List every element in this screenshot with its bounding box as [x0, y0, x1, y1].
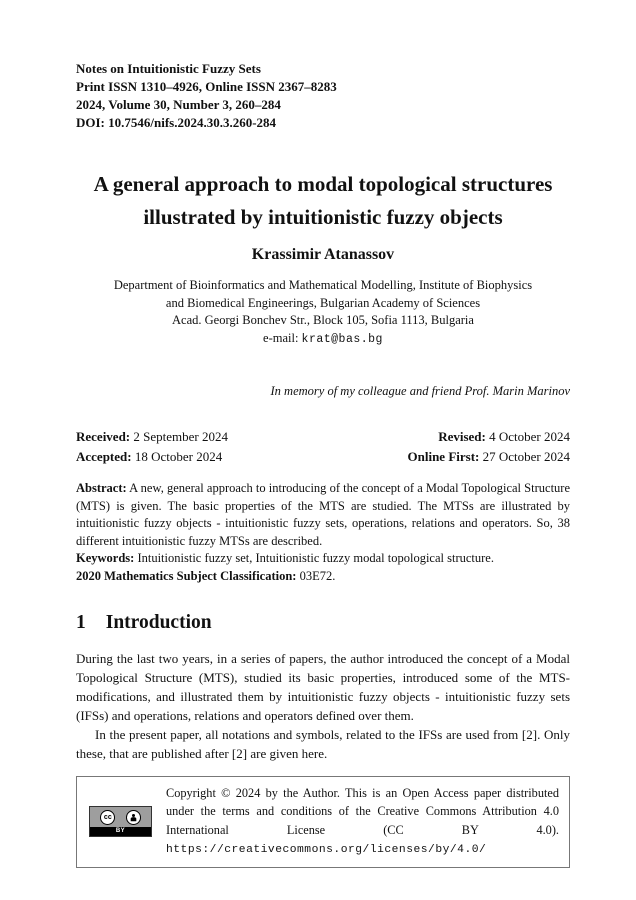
msc-text: 03E72.: [299, 568, 336, 583]
paper-title: [76, 168, 570, 234]
affiliation-line1: Department of Bioinformatics and Mathematical Modelling, Institute of Biophysics: [113, 278, 533, 292]
cc-icon: cc: [100, 810, 115, 825]
received-label: Received:: [76, 429, 131, 444]
affiliation-line2: and Biomedical Engineerings, Bulgarian Academy of Sciences: [165, 295, 481, 310]
abstract-text: A new, general approach to introducing of the concept of a Modal Topological Structure (MTS) is given. The basic properties of the MTS are studied. The MTSs are illustrated by intuitionistic fuzzy objects - intuitionistic fuzzy sets, operations, relations and operators. So, 38 different intuitionistic fuzzy MTSs are described.: [76, 481, 571, 548]
revised-label: Revised:: [438, 429, 486, 444]
online-first-label: Online First:: [407, 448, 480, 464]
paper-title-line1: A general approach to modal topological structures: [93, 172, 553, 196]
section-heading-introduction: [76, 612, 570, 634]
cc-badge-icons: [90, 807, 151, 827]
email-line: [76, 330, 570, 349]
accepted-line: [76, 447, 228, 467]
affiliation: [76, 277, 570, 348]
cc-by-label: BY: [90, 827, 151, 836]
online-first-date: 27 October 2024: [482, 448, 570, 464]
received-date: 2 September 2024: [133, 429, 228, 444]
received-line: [76, 427, 228, 447]
abstract-block: [76, 480, 570, 586]
attribution-person-icon: [126, 810, 141, 825]
email-label: e-mail:: [263, 330, 299, 345]
abstract-paragraph: [76, 480, 570, 550]
intro-paragraph-2: In the present paper, all notations and symbols, related to the IFSs are used from [2]. Only these, that are published after [2] are given here.: [76, 726, 570, 761]
revised-line: [408, 427, 570, 447]
affiliation-line3: Acad. Georgi Bonchev Str., Block 105, Sofia 1113, Bulgaria: [172, 313, 474, 327]
keywords-label: Keywords:: [76, 551, 135, 566]
dates-block: [76, 427, 570, 466]
dates-left-column: [76, 427, 228, 466]
license-text: [166, 784, 559, 860]
msc-line: [76, 568, 570, 586]
paper-title-line2: illustrated by intuitionistic fuzzy objects: [143, 205, 503, 229]
keywords-text: Intuitionistic fuzzy set, Intuitionistic fuzzy modal topological structure.: [137, 551, 494, 566]
abstract-label: Abstract:: [76, 481, 127, 495]
journal-issn: Print ISSN 1310–4926, Online ISSN 2367–8283: [76, 79, 337, 94]
dedication: In memory of my colleague and friend Prof. Marin Marinov: [270, 384, 570, 398]
keywords-line: [76, 550, 570, 568]
journal-doi: DOI: 10.7546/nifs.2024.30.3.260-284: [76, 115, 277, 130]
accepted-date: 18 October 2024: [134, 448, 223, 464]
section-number: 1: [76, 611, 86, 633]
author-name: Krassimir Atanassov: [251, 246, 395, 263]
license-url[interactable]: https://creativecommons.org/licenses/by/4.0/: [166, 844, 487, 857]
email-address[interactable]: krat@bas.bg: [301, 332, 383, 346]
journal-header: [76, 60, 570, 132]
journal-name: Notes on Intuitionistic Fuzzy Sets: [76, 61, 261, 76]
dates-right-column: [408, 427, 570, 466]
revised-date: 4 October 2024: [489, 429, 570, 444]
online-first-line: [408, 447, 570, 467]
accepted-label: Accepted:: [76, 448, 132, 464]
msc-label: 2020 Mathematics Subject Classification:: [76, 568, 297, 583]
intro-paragraph-1: During the last two years, in a series of papers, the author introduced the concept of a Modal Topological Structure (MTS), studied its basic properties, introduced some of the MTS-modifications, and illustrated them by intuitionistic fuzzy objects - intuitionistic fuzzy sets (IFSs) and operations, relations and operators defined over them.: [76, 650, 570, 723]
journal-volume: 2024, Volume 30, Number 3, 260–284: [76, 97, 281, 112]
cc-by-badge: [89, 806, 152, 837]
license-statement: Copyright © 2024 by the Author. This is an Open Access paper distributed under the terms and conditions of the Creative Commons Attribution 4.0 International License (CC BY 4.0).: [166, 785, 559, 837]
license-box: [76, 776, 570, 868]
section-title: Introduction: [105, 611, 212, 633]
